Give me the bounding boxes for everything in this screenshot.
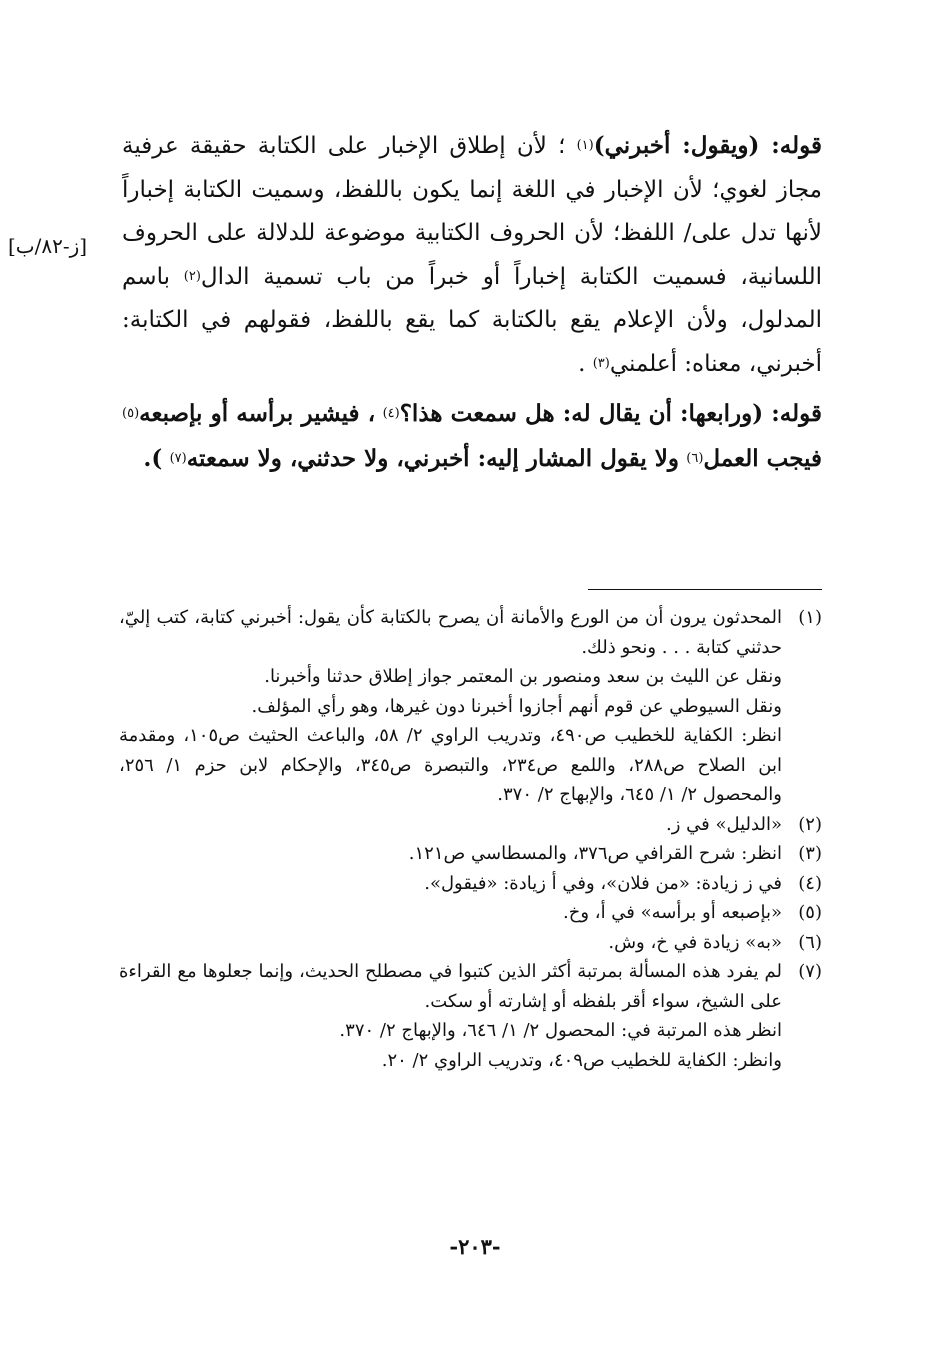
- manuscript-folio-marker: [ز-٨٢/ب]: [8, 234, 88, 258]
- footnote-text: [119, 839, 782, 869]
- footnote-number: (٢): [798, 813, 822, 835]
- paragraph-text: .: [578, 350, 586, 377]
- quoted-lemma: فيجب العمل: [703, 444, 822, 472]
- footnotes: [119, 603, 822, 1075]
- footnote-text: [119, 957, 782, 1075]
- footnote-ref: (٣): [592, 355, 610, 371]
- footnote-ref: (٢): [183, 268, 201, 284]
- paragraph-2: [122, 392, 822, 481]
- quoted-lemma: ولا يقول المشار إليه: أخبرني، ولا حدثني، ولا سمعته: [186, 444, 679, 472]
- page-number: -٢٠٣-: [449, 1234, 501, 1259]
- footnote-line: «الدليل» في ز.: [666, 813, 782, 835]
- footnote-text: [119, 810, 782, 840]
- footnote-number: (٦): [798, 931, 822, 953]
- footnote-4: [119, 869, 822, 899]
- footnote-line: في ز زيادة: «من فلان»، وفي أ زيادة: «فيقول».: [424, 872, 782, 894]
- footnote-7: [119, 957, 822, 1075]
- footnote-line: «به» زيادة في خ، وش.: [608, 931, 782, 953]
- quoted-lemma: ، فيشير برأسه أو بإصبعه: [139, 400, 376, 427]
- paragraph-text: باسم المدلول، ولأن الإعلام يقع بالكتابة كما يقع باللفظ، فقولهم في الكتابة: أخبرني، معناه: أعلمني: [122, 263, 822, 377]
- footnote-separator: [588, 589, 822, 590]
- footnote-line: انظر هذه المرتبة في: المحصول ٢/ ١/ ٦٤٦، والإبهاج ٢/ ٣٧٠.: [339, 1020, 782, 1041]
- footnote-number: (٥): [798, 902, 822, 923]
- footnote-line: «بإصبعه أو برأسه» في أ، وخ.: [563, 902, 782, 923]
- footnote-line: المحدثون يرون أن من الورع والأمانة أن يصرح بالكتابة كأن يقول: أخبرني كتابة، كتب إليّ، حدثني كتابة . . . ونحو ذلك.: [119, 607, 782, 658]
- footnote-line: انظر: شرح القرافي ص٣٧٦، والمسطاسي ص١٢١.: [408, 843, 782, 864]
- paragraph-text: ؛ لأن إطلاق الإخبار على الكتابة حقيقة عرفية مجاز لغوي؛ لأن الإخبار في اللغة إنما يكون باللفظ، وسميت الكتابة إخباراً لأنها تدل على/ اللفظ؛ لأن الحروف الكتابية موضوعة للدلالة على الحروف اللسانية، فسميت الكتابة إخباراً أو خبراً من باب تسمية الدال: [122, 133, 823, 290]
- footnote-line: ونقل السيوطي عن قوم أنهم أجازوا أخبرنا دون غيرها، وهو رأي المؤلف.: [251, 695, 782, 717]
- footnote-text: [119, 603, 782, 810]
- footnote-number: (٧): [798, 961, 822, 982]
- footnote-ref: (٦): [686, 450, 704, 466]
- quoted-lemma: قوله: (ورابعها: أن يقال له: هل سمعت هذا؟: [399, 400, 822, 427]
- footnote-line: ونقل عن الليث بن سعد ومنصور بن المعتمر جواز إطلاق حدثنا وأخبرنا.: [264, 666, 782, 687]
- quoted-lemma: قوله: (ويقول: أخبرني): [593, 132, 822, 159]
- footnote-5: [119, 898, 822, 928]
- footnote-6: [119, 928, 822, 958]
- footnote-ref: (١): [576, 138, 594, 153]
- footnote-2: [119, 810, 822, 840]
- footnote-line: وانظر: الكفاية للخطيب ص٤٠٩، وتدريب الراوي ٢/ ٢٠.: [381, 1049, 782, 1071]
- footnote-text: [119, 869, 782, 899]
- footnote-ref: (٥): [122, 406, 140, 421]
- footnote-text: [119, 898, 782, 928]
- footnote-text: [119, 928, 782, 958]
- paragraph-1: [122, 124, 822, 386]
- footnote-ref: (٤): [382, 406, 400, 421]
- footnote-1: [119, 603, 822, 810]
- footnote-line: لم يفرد هذه المسألة بمرتبة أكثر الذين كتبوا في مصطلح الحديث، وإنما جعلوها مع القراءة على الشيخ، سواء أقر بلفظه أو إشارته أو سكت.: [119, 961, 782, 1012]
- footnote-number: (١): [798, 607, 822, 628]
- footnote-number: (٤): [798, 872, 822, 894]
- footnote-number: (٣): [798, 843, 822, 864]
- footnote-line: انظر: الكفاية للخطيب ص٤٩٠، وتدريب الراوي ٢/ ٥٨، والباعث الحثيث ص١٠٥، ومقدمة ابن الصلاح ص٢٨٨، واللمع ص٢٣٤، والتبصرة ص٣٤٥، والإحكام لابن حزم ١/ ٢٥٦، والمحصول ٢/ ١/ ٦٤٥، والإبهاج ٢/ ٣٧٠.: [119, 725, 783, 805]
- main-text: [122, 124, 822, 481]
- footnote-3: [119, 839, 822, 869]
- footnote-ref: (٧): [169, 450, 187, 466]
- quoted-lemma: ).: [143, 444, 163, 472]
